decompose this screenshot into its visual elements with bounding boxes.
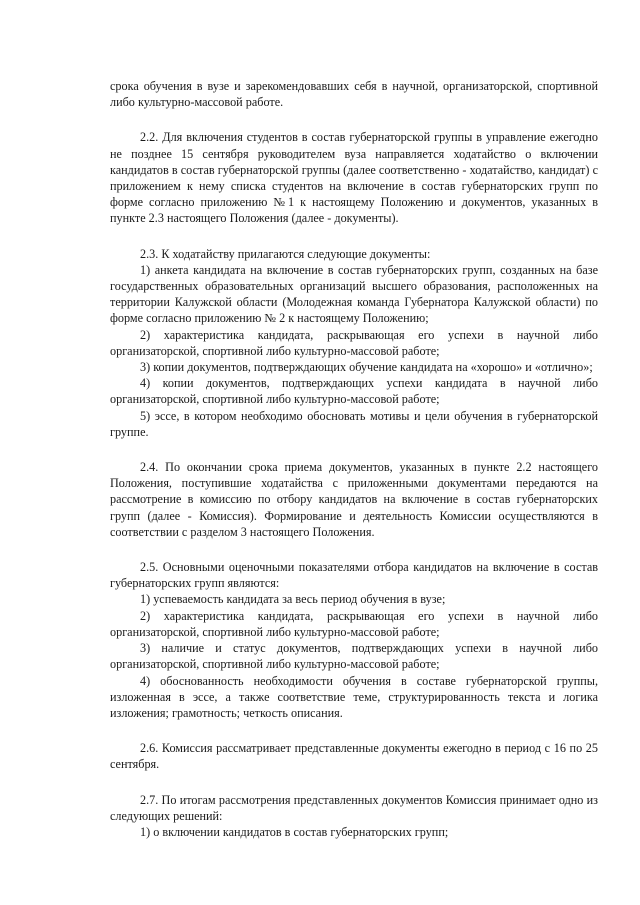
list-item: 1) анкета кандидата на включение в состав губернаторских групп, созданных на базе государственных образовательных организаций высшего образования, расположенных на территории Калужской области (Молодежная команда Губернатора Калужской области) по форме согласно приложению № 2 к настоящему Положению;: [110, 262, 598, 326]
paragraph-2-2: 2.2. Для включения студентов в состав губернаторской группы в управление ежегодно не позднее 15 сентября руководителем вуза направляется ходатайство о включении кандидатов в состав губернаторской группы (далее соответственно - ходатайство, кандидат) с приложением к нему списка студентов на включение в состав губернаторских групп по форме согласно приложению №1 к настоящему Положению и документов, указанных в пункте 2.3 настоящего Положения (далее - документы).: [110, 130, 598, 226]
paragraph-2-3: 2.3. К ходатайству прилагаются следующие документы:: [140, 246, 431, 261]
list-item: 3) наличие и статус документов, подтверждающих успехи в научной либо организаторской, спортивной либо культурно-массовой работе;: [110, 641, 598, 672]
list-item: 2) характеристика кандидата, раскрывающая его успехи в научной либо организаторской, спортивной либо культурно-массовой работе;: [110, 327, 598, 358]
paragraph-2-7: 2.7. По итогам рассмотрения представленных документов Комиссия принимает одно из следующих решений:: [110, 792, 598, 823]
document-body: [110, 78, 598, 840]
list-item: 4) копии документов, подтверждающих успехи кандидата в научной либо организаторской, спортивной либо культурно-массовой работе;: [110, 376, 598, 407]
paragraph-2-4: 2.4. По окончании срока приема документов, указанных в пункте 2.2 настоящего Положения, поступившие ходатайства с приложенными документами передаются на рассмотрение в комиссию по отбору кандидатов на включение в состав губернаторских групп (далее - Комиссия). Формирование и деятельность Комиссии осуществляются в соответствии с разделом 3 настоящего Положения.: [110, 460, 598, 539]
paragraph-continuation: срока обучения в вузе и зарекомендовавших себя в научной, организаторской, спортивной либо культурно-массовой работе.: [110, 79, 598, 110]
list-item: 2) характеристика кандидата, раскрывающая его успехи в научной либо организаторской, спортивной либо культурно-массовой работе;: [110, 608, 598, 639]
list-item: 4) обоснованность необходимости обучения в составе губернаторской группы, изложенная в эссе, а также соответствие теме, структурированность текста и логика изложения; грамотность; четкость описания.: [110, 673, 598, 720]
list-item: 1) успеваемость кандидата за весь период обучения в вузе;: [140, 592, 446, 607]
list-item: 5) эссе, в котором необходимо обосновать мотивы и цели обучения в губернаторской группе.: [110, 408, 598, 439]
list-item: 1) о включении кандидатов в состав губернаторских групп;: [140, 824, 449, 839]
list-item: 3) копии документов, подтверждающих обучение кандидата на «хорошо» и «отлично»;: [140, 360, 593, 375]
paragraph-2-6: 2.6. Комиссия рассматривает представленные документы ежегодно в период с 16 по 25 сентября.: [110, 741, 598, 772]
paragraph-2-5: 2.5. Основными оценочными показателями отбора кандидатов на включение в состав губернаторских групп являются:: [110, 560, 598, 591]
